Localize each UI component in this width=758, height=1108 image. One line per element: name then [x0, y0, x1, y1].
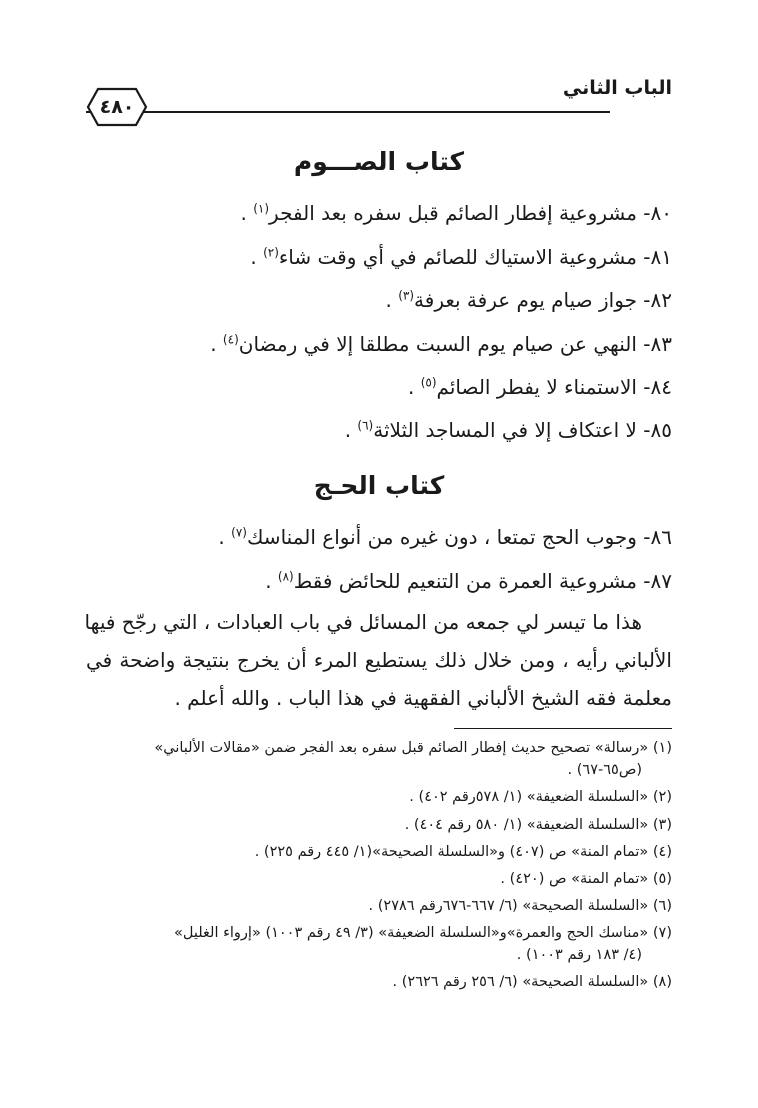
list-item: ٨٦- وجوب الحج تمتعا ، دون غيره من أنواع المناسك$^{(٧)}$ .: [218, 525, 672, 549]
list-item: ٨٢- جواز صيام يوم عرفة بعرفة$^{(٣)}$ .: [385, 288, 672, 312]
footnote-text: «السلسلة الصحيحة» (٦/ ٢٥٦ رقم ٢٦٢٦) .: [392, 974, 649, 990]
footnote-number: (٨): [652, 974, 672, 990]
footnote-number: (٤): [652, 844, 672, 860]
footnote: [174, 922, 672, 966]
footnote-text: «السلسلة الضعيفة» (١/ ٥٨٠ رقم ٤٠٤) .: [404, 817, 649, 833]
list-item: ٨٥- لا اعتكاف إلا في المساجد الثلاثة$^{(٦)}$ .: [344, 418, 672, 442]
page-number: ٤٨٠: [99, 96, 135, 118]
footnote: [369, 895, 672, 917]
footnote: [409, 786, 672, 808]
paragraph-line: معلمة فقه الشيخ الألباني الفقهية في هذا الباب . والله أعلم .: [174, 686, 672, 710]
list-item: ٨٠- مشروعية إفطار الصائم قبل سفره بعد الفجر$^{(١)}$ .: [240, 201, 672, 225]
footnote-number: (٥): [652, 871, 672, 887]
footnote-number: (٢): [652, 789, 672, 805]
closing-paragraph: [86, 603, 672, 717]
footnote-text: «تمام المنة» ص (٤٠٧) و«السلسلة الصحيحة»(١/ ٤٤٥ رقم ٢٢٥) .: [254, 844, 649, 860]
list-item: ٨٧- مشروعية العمرة من التنعيم للحائض فقط$^{(٨)}$ .: [265, 569, 672, 593]
footnote-text: «رسالة» تصحيح حديث إفطار الصائم قبل سفره بعد الفجر ضمن «مقالات الألباني»: [154, 740, 649, 756]
footnote-ref[interactable]: (٢): [263, 245, 279, 260]
footnote: [255, 841, 672, 863]
footnote-text: (ص٦٥-٦٧) .: [567, 762, 642, 778]
footnote-ref[interactable]: (٤): [222, 332, 239, 347]
section-heading-sawm: كتاب الصـــوم: [293, 147, 465, 176]
footnote-ref[interactable]: (٧): [231, 525, 247, 540]
paragraph-line: الألباني رأيه ، ومن خلال ذلك يستطيع المرء أن يخرج بنتيجة واضحة في: [86, 648, 672, 672]
footnote-ref[interactable]: (٥): [420, 375, 437, 390]
footnote: [500, 868, 672, 890]
footnote-text: (٤/ ١٨٣ رقم ١٠٠٣) .: [516, 947, 642, 963]
footnote-ref[interactable]: (٨): [277, 569, 294, 584]
footnote-ref[interactable]: (٦): [357, 418, 374, 433]
list-item: ٨٣- النهي عن صيام يوم السبت مطلقا إلا في رمضان$^{(٤)}$ .: [210, 332, 672, 356]
list-item: ٨١- مشروعية الاستياك للصائم في أي وقت شاء$^{(٢)}$ .: [250, 245, 672, 269]
page-number-badge: [86, 87, 148, 127]
footnote: [405, 814, 672, 836]
footnote-ref[interactable]: (١): [253, 201, 270, 216]
header-rule: [86, 111, 610, 113]
footnote-text: «تمام المنة» ص (٤٢٠) .: [500, 871, 649, 887]
section-heading-hajj: كتاب الحـج: [313, 471, 445, 500]
chapter-title: الباب الثاني: [562, 77, 672, 99]
footnote: [154, 737, 672, 781]
footnote-number: (٣): [652, 817, 672, 833]
footnote-number: (١): [652, 740, 672, 756]
footnote-ref[interactable]: (٣): [398, 288, 415, 303]
footnote-text: «السلسلة الضعيفة» (١/ ٥٧٨رقم ٤٠٢) .: [409, 789, 649, 805]
paragraph-line: هذا ما تيسر لي جمعه من المسائل في باب العبادات ، التي رجّح فيها: [84, 610, 642, 634]
footnote-text: «السلسلة الصحيحة» (٦/ ٦٦٧-٦٧٦رقم ٢٧٨٦) .: [368, 898, 649, 914]
footnote-number: (٧): [652, 925, 672, 941]
footnote-separator: [454, 728, 672, 729]
list-item: ٨٤- الاستمناء لا يفطر الصائم$^{(٥)}$ .: [407, 375, 672, 399]
footnote-number: (٦): [652, 898, 672, 914]
footnote-text: «مناسك الحج والعمرة»و«السلسلة الضعيفة» (٣/ ٤٩ رقم ١٠٠٣) «إرواء الغليل»: [174, 925, 649, 941]
footnote: [393, 971, 672, 993]
